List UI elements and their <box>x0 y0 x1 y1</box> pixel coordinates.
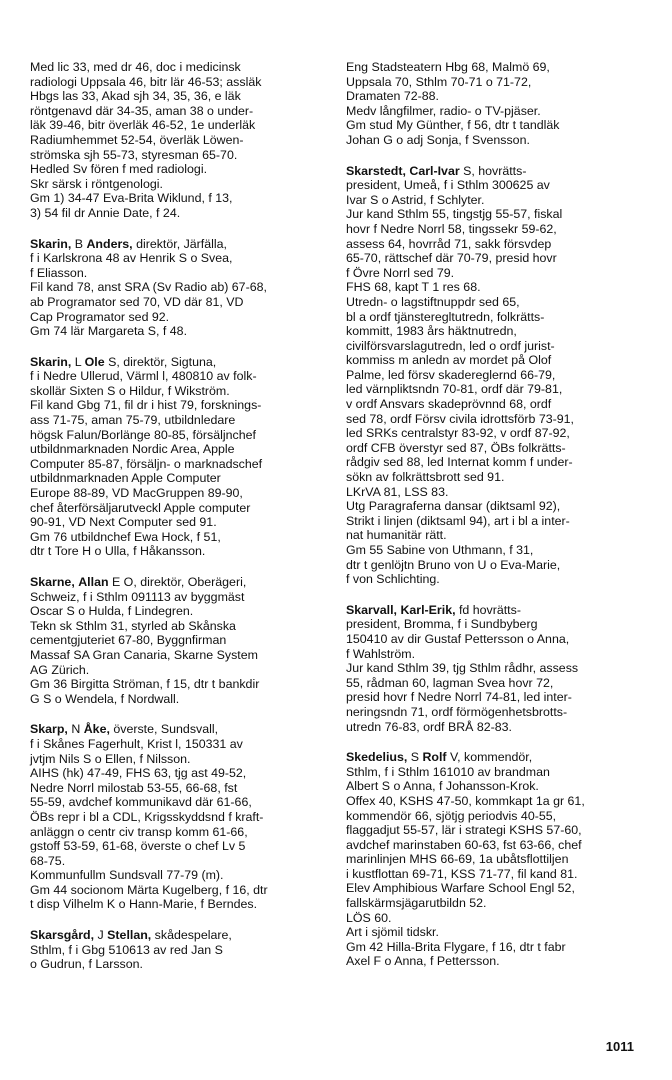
entry-surname: Skarvall, <box>346 602 397 617</box>
entry-text-line: neringsndn 71, ordf förmögenhetsbrotts- <box>346 704 568 719</box>
entry-heading-rest: fd hovrätts- <box>455 602 521 617</box>
entry-text-line: 68-75. <box>30 853 66 868</box>
entry-text-line: hovr f Nedre Norrl 58, tingssekr 59-62, <box>346 221 557 236</box>
entry-text-line: ass 71-75, aman 75-79, utbildnledare <box>30 413 236 428</box>
entry-surname: Skarin, <box>30 236 72 251</box>
entry-text-line: ÖBs repr i bl a CDL, Krigsskyddsnd f kraft- <box>30 809 264 824</box>
entry-text-line: Offex 40, KSHS 47-50, kommkapt 1a gr 61, <box>346 793 585 808</box>
entry-heading-rest: skådespelare, <box>151 928 232 943</box>
entry-text-line: Utg Paragraferna dansar (diktsaml 92), <box>346 499 561 514</box>
entry-given-name: Karl-Erik, <box>400 602 456 617</box>
entry-text-line: Schweiz, f i Sthlm 091113 av byggmäst <box>30 589 245 604</box>
entry-text-line: Gm stud My Günther, f 56, dtr t tandläk <box>346 118 560 133</box>
entry-text-line: AG Zürich. <box>30 662 90 677</box>
entry-text-line: Jur kand Sthlm 55, tingstjg 55-57, fiskal <box>346 207 563 222</box>
entry-text-line: fallskärmsjägarutbildn 52. <box>346 896 487 911</box>
entry-text-line: Fil kand Gbg 71, fil dr i hist 79, forsknings- <box>30 398 262 413</box>
entry-heading-rest: överste, Sundsvall, <box>109 722 219 737</box>
entry-text-line: 3) 54 fil dr Annie Date, f 24. <box>30 205 181 220</box>
entry-text-line: sed 78, ordf Försv civila idrottsförb 73-91, <box>346 411 574 426</box>
entry-text-line: flaggadjut 55-57, lär i strategi KSHS 57-60, <box>346 823 582 838</box>
entry-given-name: Anders, <box>86 236 133 251</box>
entry-text-line: Fil kand 78, anst SRA (Sv Radio ab) 67-68, <box>30 280 267 295</box>
page-number: 1011 <box>605 1039 634 1054</box>
entry-text-line: Cap Programator sed 92. <box>30 309 170 324</box>
entry-text-line: f i Skånes Fagerhult, Krist l, 150331 av <box>30 736 243 751</box>
entry-text-line: sökn av folkrättsbrott sed 91. <box>346 470 505 485</box>
entry-heading <box>30 575 338 590</box>
entry-text-line: Art i sjömil tidskr. <box>346 925 439 940</box>
entry-given-name: Åke, <box>83 722 110 737</box>
entry-text-line: gstoff 53-59, 61-68, överste o chef Lv 5 <box>30 839 246 854</box>
entry-continuation <box>346 60 646 148</box>
entry-text-line: president, Umeå, f i Sthlm 300625 av <box>346 178 550 193</box>
entry-text-line: Med lic 33, med dr 46, doc i medicinsk <box>30 60 241 74</box>
entry-text-line: f von Schlichting. <box>346 572 440 587</box>
entry-text-line: skollär Sixten S o Hildur, f Wikström. <box>30 383 230 398</box>
entry-text-line: marinlinjen MHS 66-69, 1a ubåtsflottiljen <box>346 852 569 867</box>
entry-heading <box>346 750 646 765</box>
entry-text-line: Oscar S o Hulda, f Lindegren. <box>30 604 194 619</box>
entry-text-line: avdchef marinstaben 60-63, fst 63-66, chef <box>346 837 582 852</box>
entry-text-line: 90-91, VD Next Computer sed 91. <box>30 515 217 530</box>
biography-entry <box>30 928 338 972</box>
entry-text-line: radiologi Uppsala 46, bitr lär 46-53; assläk <box>30 74 262 89</box>
entry-surname: Skarne, <box>30 575 75 589</box>
entry-text-line: utbildnmarknaden Nordic Area, Apple <box>30 442 235 457</box>
entry-text-line: ordf CFB överstyr sed 87, ÖBs folkrätts- <box>346 440 566 455</box>
entry-text-line: Hbgs las 33, Akad sjh 34, 35, 36, e läk <box>30 89 241 104</box>
entry-text-line: Hedled Sv fören f med radiologi. <box>30 162 208 177</box>
entry-heading-rest: S, direktör, Sigtuna, <box>104 354 217 369</box>
entry-text-line: Ivar S o Astrid, f Schlyter. <box>346 192 485 207</box>
biography-entry <box>346 750 646 969</box>
entry-heading <box>30 355 338 370</box>
entry-text-line: dtr t Tore H o Ulla, f Håkansson. <box>30 544 206 559</box>
entry-text-line: i kustflottan 69-71, KSS 71-77, fil kand 81. <box>346 866 578 881</box>
entry-text-line: strömska sjh 55-73, styresman 65-70. <box>30 147 238 162</box>
entry-initials: B <box>71 236 87 251</box>
entry-text-line: led värnpliktsndn 70-81, ordf där 79-81, <box>346 382 563 397</box>
entry-initials: J <box>94 928 108 943</box>
entry-text-line: Massaf SA Gran Canaria, Skarne System <box>30 647 258 662</box>
entry-text-line: Gm 42 Hilla-Brita Flygare, f 16, dtr t fabr <box>346 939 566 954</box>
entry-text-line: AIHS (hk) 47-49, FHS 63, tjg ast 49-52, <box>30 766 247 781</box>
entry-surname: Skarin, <box>30 354 72 369</box>
entry-heading <box>346 603 646 618</box>
entry-text-line: f Eliasson. <box>30 265 88 280</box>
entry-text-line: f Övre Norrl sed 79. <box>346 265 455 280</box>
entry-text-line: kommitt, 1983 års häktnutredn, <box>346 324 517 339</box>
entry-text-line: Nedre Norrl milostab 53-55, 66-68, fst <box>30 780 238 795</box>
entry-text-line: 65-70, rättschef där 70-79, presid hovr <box>346 251 557 266</box>
entry-surname: Skarsgård, <box>30 928 95 943</box>
entry-text-line: Strikt i linjen (diktsaml 94), art i bl a inter- <box>346 513 570 528</box>
entry-text-line: LÖS 60. <box>346 910 392 925</box>
entry-text-line: f i Nedre Ullerud, Värml l, 480810 av folk- <box>30 369 257 384</box>
entry-given-name: Stellan, <box>107 928 152 943</box>
entry-heading <box>30 237 338 252</box>
entry-text-line: Utredn- o lagstiftnuppdr sed 65, <box>346 294 520 309</box>
entry-initials: S <box>407 750 423 765</box>
entry-surname: Skarstedt, <box>346 163 406 178</box>
entry-text-line: Jur kand Sthlm 39, tjg Sthlm rådhr, assess <box>346 661 579 676</box>
entry-initials: L <box>71 354 85 369</box>
entry-text-line: LKrVA 81, LSS 83. <box>346 484 449 499</box>
entry-heading <box>346 164 646 179</box>
biography-entry <box>30 575 338 706</box>
entry-text-line: Sthlm, f i Sthlm 161010 av brandman <box>346 764 550 779</box>
entry-text-line: chef återförsäljarutveckl Apple computer <box>30 500 251 515</box>
entry-text-line: 150410 av dir Gustaf Pettersson o Anna, <box>346 631 570 646</box>
entry-heading-rest: direktör, Järfälla, <box>132 236 227 251</box>
entry-given-name: Rolf <box>422 750 447 765</box>
entry-text-line: Palme, led försv skadereglernd 66-79, <box>346 367 556 382</box>
entry-given-name: Allan <box>78 575 109 589</box>
entry-text-line: Sthlm, f i Gbg 510613 av red Jan S <box>30 942 223 957</box>
entry-given-name: Ole <box>84 354 105 369</box>
entry-text-line: Axel F o Anna, f Pettersson. <box>346 954 500 969</box>
biography-entry <box>30 722 338 912</box>
entry-text-line: utredn 76-83, ordf BRÅ 82-83. <box>346 719 512 734</box>
entry-text-line: cementgjuteriet 67-80, Byggnfirman <box>30 633 227 648</box>
entry-text-line: Kommunfullm Sundsvall 77-79 (m). <box>30 868 224 883</box>
entry-text-line: Gm 55 Sabine von Uthmann, f 31, <box>346 543 534 557</box>
entry-text-line: 55-59, avdchef kommunikavd där 61-66, <box>30 795 252 810</box>
entry-text-line: Eng Stadsteatern Hbg 68, Malmö 69, <box>346 60 550 74</box>
entry-text-line: Skr särsk i röntgenologi. <box>30 176 163 191</box>
left-column <box>30 60 338 988</box>
entry-text-line: G S o Wendela, f Nordwall. <box>30 691 180 706</box>
entry-text-line: led SRKs centralstyr 83-92, v ordf 87-92, <box>346 426 570 441</box>
entry-text-line: Albert S o Anna, f Johansson-Krok. <box>346 779 539 794</box>
entry-text-line: Gm 1) 34-47 Eva-Brita Wiklund, f 13, <box>30 191 233 206</box>
entry-text-line: v ordf Ansvars skadeprövnnd 68, ordf <box>346 397 552 412</box>
entry-text-line: f i Karlskrona 48 av Henrik S o Svea, <box>30 251 233 266</box>
entry-surname: Skarp, <box>30 722 68 737</box>
entry-text-line: dtr t genlöjtn Bruno von U o Eva-Marie, <box>346 557 561 572</box>
entry-text-line: Gm 76 utbildnchef Ewa Hock, f 51, <box>30 529 221 544</box>
entry-text-line: president, Bromma, f i Sundbyberg <box>346 617 538 632</box>
entry-text-line: Gm 44 socionom Märta Kugelberg, f 16, dtr <box>30 882 268 897</box>
entry-surname: Skedelius, <box>346 750 408 765</box>
entry-text-line: kommiss m anledn av mordet på Olof <box>346 353 552 368</box>
entry-text-line: 55, rådman 60, lagman Svea hovr 72, <box>346 675 554 690</box>
entry-text-line: bl a ordf tjänsteregltutredn, folkrätts- <box>346 309 545 324</box>
biography-entry <box>30 237 338 339</box>
entry-text-line: nat humanitär rätt. <box>346 528 447 543</box>
biography-entry <box>30 355 338 559</box>
entry-heading <box>30 722 338 737</box>
entry-heading-rest: E O, direktör, Oberägeri, <box>108 575 247 589</box>
entry-text-line: Dramaten 72-88. <box>346 89 439 104</box>
entry-text-line: kommendör 66, sjötjg periodvis 40-55, <box>346 808 557 823</box>
entry-text-line: Europe 88-89, VD MacGruppen 89-90, <box>30 486 243 501</box>
entry-text-line: högsk Falun/Borlänge 80-85, försäljnchef <box>30 427 256 442</box>
entry-text-line: assess 64, hovrråd 71, sakk försvdep <box>346 236 552 251</box>
entry-text-line: läk 39-46, bitr överläk 46-52, 1e underläk <box>30 118 256 133</box>
entry-text-line: o Gudrun, f Larsson. <box>30 957 143 972</box>
entry-text-line: FHS 68, kapt T 1 res 68. <box>346 280 481 295</box>
entry-text-line: utbildnmarknaden Apple Computer <box>30 471 221 486</box>
entry-text-line: Elev Amphibious Warfare School Engl 52, <box>346 881 575 896</box>
entry-text-line: Gm 74 lär Margareta S, f 48. <box>30 324 188 339</box>
entry-heading-rest: V, kommendör, <box>446 750 533 765</box>
entry-text-line: Johan G o adj Sonja, f Svensson. <box>346 132 530 147</box>
entry-heading <box>30 928 338 943</box>
entry-text-line: presid hovr f Nedre Norrl 74-81, led inter- <box>346 690 572 705</box>
entry-initials: N <box>67 722 84 737</box>
entry-text-line: ab Programator sed 70, VD där 81, VD <box>30 294 244 309</box>
entry-text-line: f Wahlström. <box>346 646 416 661</box>
entry-text-line: Computer 85-87, försäljn- o marknadschef <box>30 456 263 471</box>
entry-text-line: t disp Vilhelm K o Hann-Marie, f Berndes. <box>30 897 258 912</box>
entry-continuation <box>30 60 338 221</box>
entry-text-line: Uppsala 70, Sthlm 70-71 o 71-72, <box>346 74 532 89</box>
entry-given-name: Carl-Ivar <box>409 163 460 178</box>
entry-text-line: Gm 36 Birgitta Ströman, f 15, dtr t bankdir <box>30 677 260 692</box>
entry-text-line: röntgenavd där 34-35, aman 38 o under- <box>30 103 254 118</box>
entry-text-line: jvtjm Nils S o Ellen, f Nilsson. <box>30 751 191 766</box>
entry-text-line: Medv långfilmer, radio- o TV-pjäser. <box>346 103 541 118</box>
entry-text-line: Tekn sk Sthlm 31, styrled ab Skånska <box>30 618 236 633</box>
biography-entry <box>346 603 646 734</box>
entry-text-line: anläggn o centr civ transp komm 61-66, <box>30 824 248 839</box>
entry-text-line: rådgiv sed 88, led Internat komm f under- <box>346 455 573 470</box>
right-column <box>346 60 646 985</box>
biography-entry <box>346 164 646 587</box>
entry-text-line: Radiumhemmet 52-54, överläk Löwen- <box>30 132 244 147</box>
entry-text-line: civilförsvarslagutredn, led o ordf jurist- <box>346 338 555 353</box>
entry-heading-rest: S, hovrätts- <box>459 163 527 178</box>
